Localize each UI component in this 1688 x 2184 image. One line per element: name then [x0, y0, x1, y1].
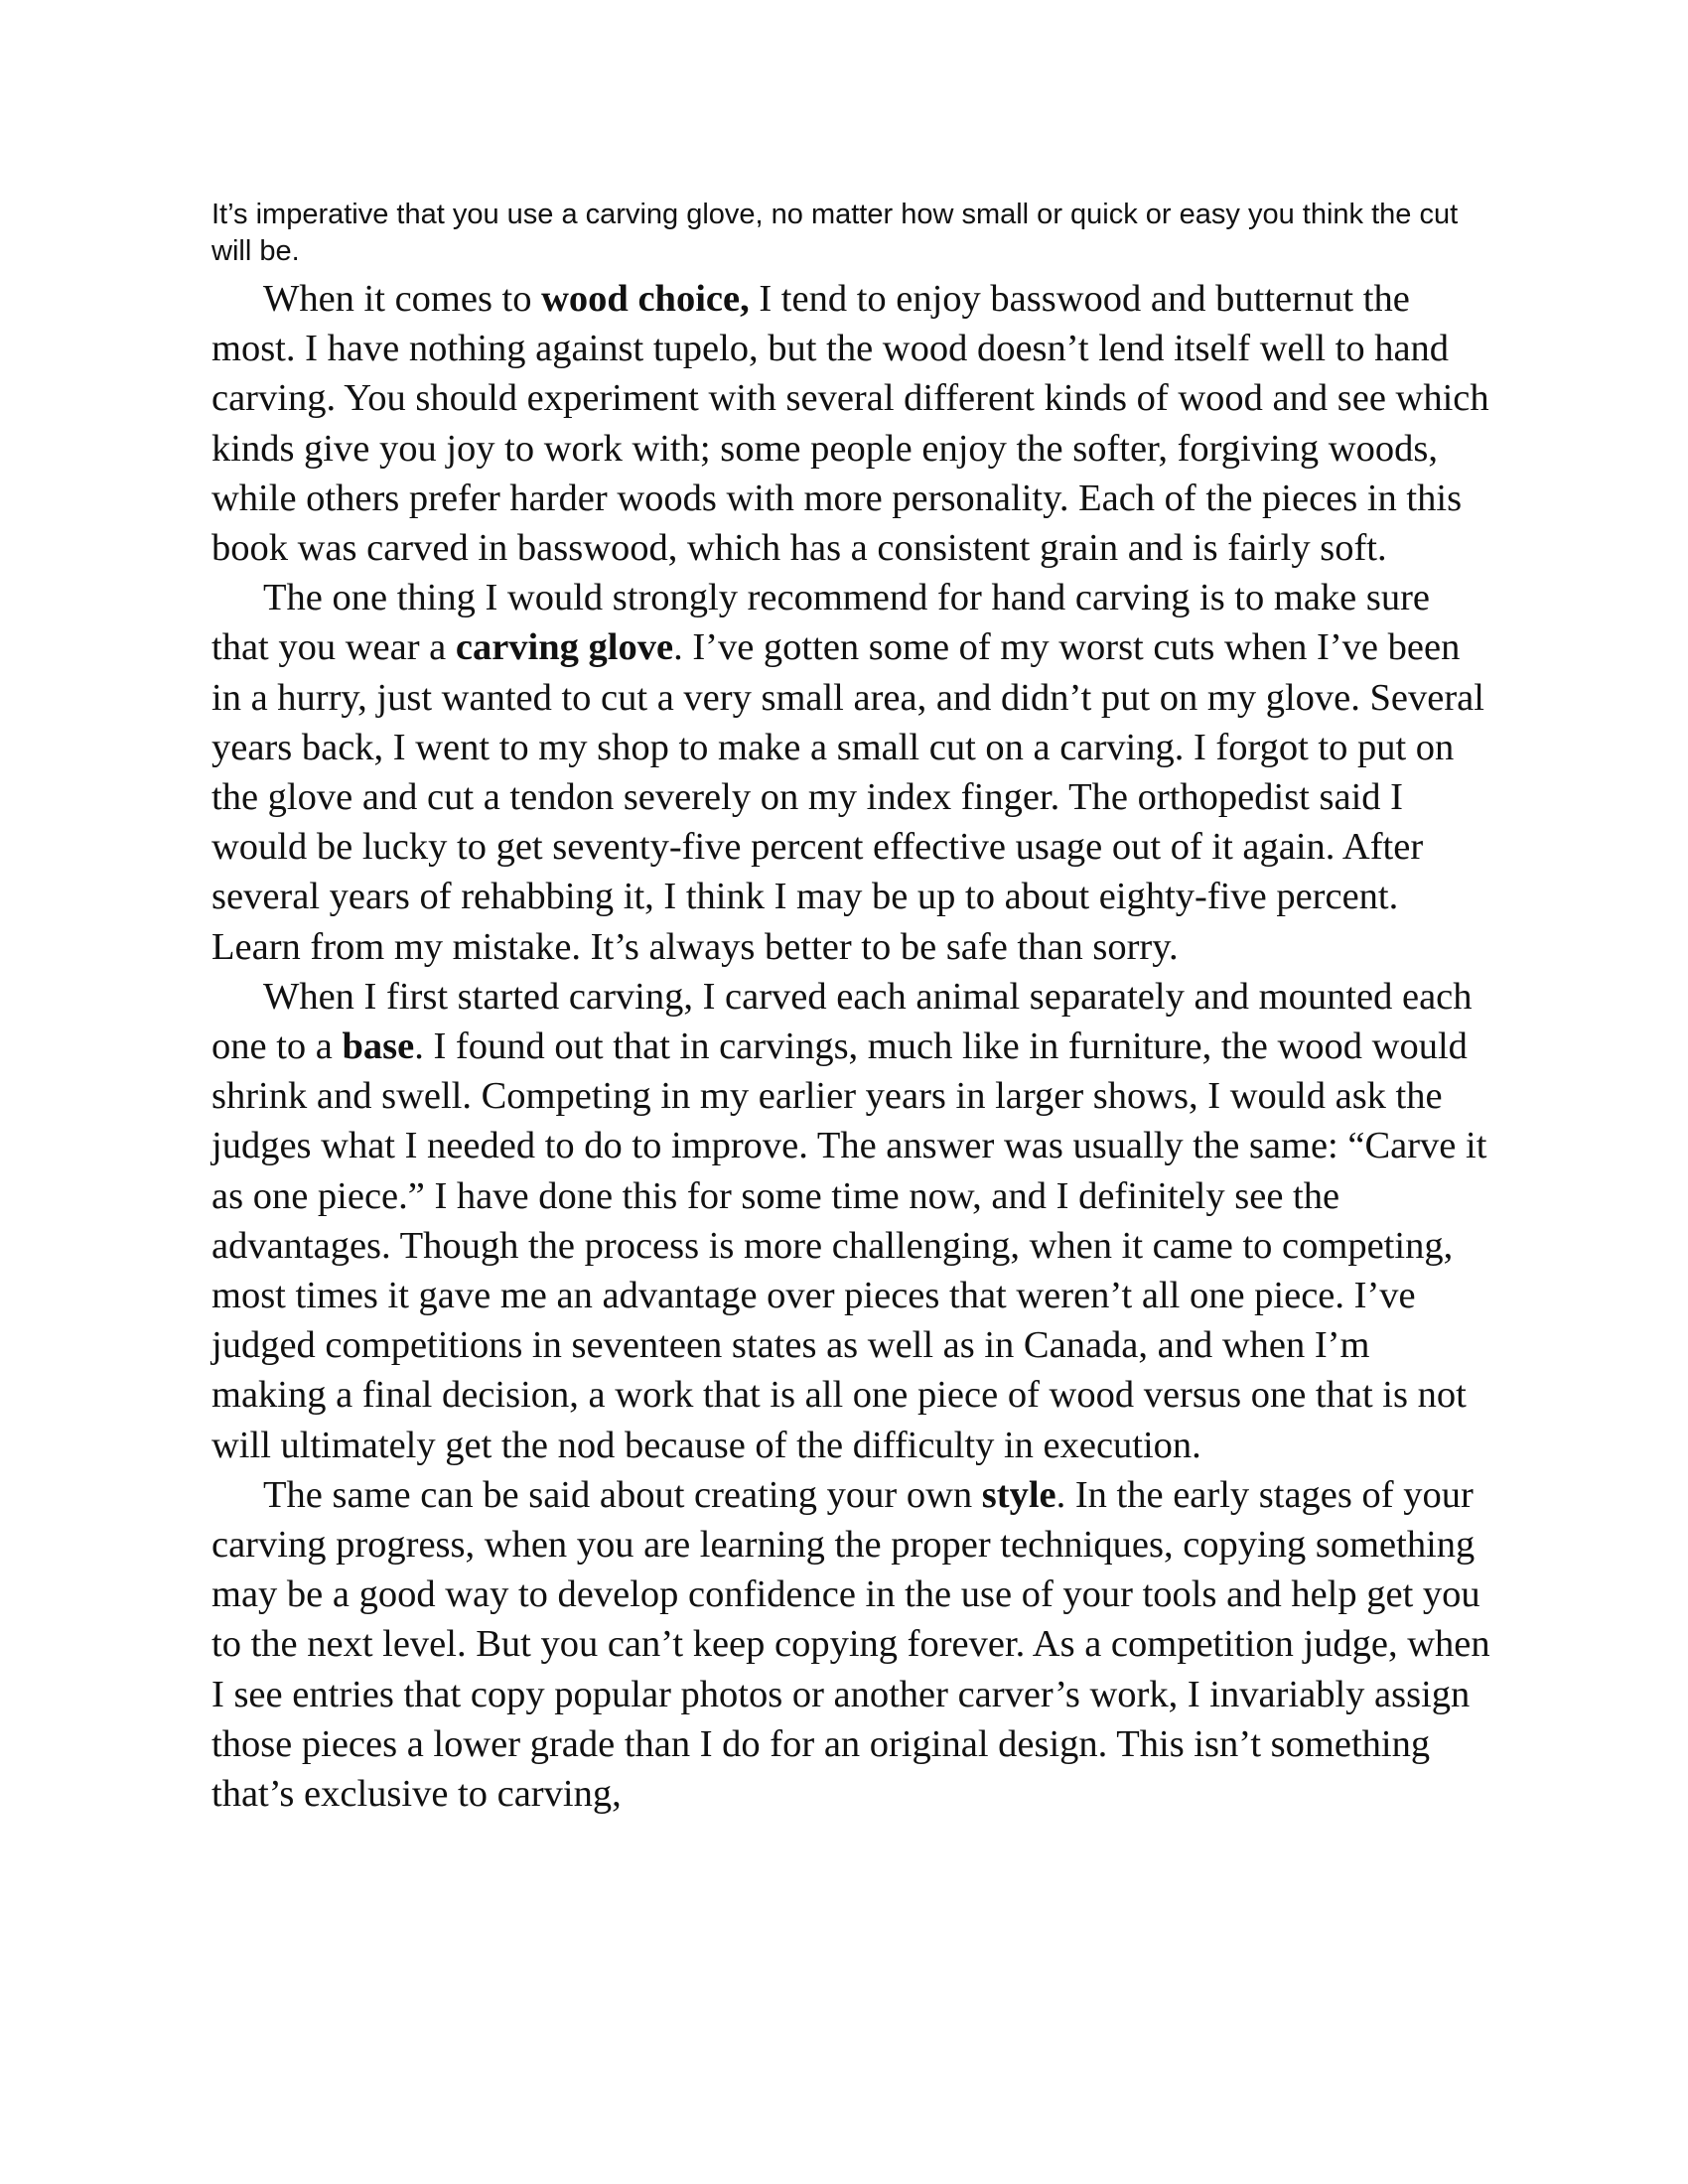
paragraph-text: I tend to enjoy basswood and butternut the most. I have nothing against tupelo, but the wood doesn’t lend itself well to hand carving. You should experiment with several different kinds of wood and see which kinds give you joy to work with; some people enjoy the softer, forgiving woods, while others prefer harder woods with more personality. Each of the pieces in this book was carved in basswood, which has a consistent grain and is fairly soft.	[211, 278, 1489, 570]
paragraph-text: . In the early stages of your carving progress, when you are learning the proper techniques, copying something may be a good way to develop confidence in the use of your tools and help get you to the next level. But you can’t keep copying forever. As a competition judge, when I see entries that copy popular photos or another carver’s work, I invariably assign those pieces a lower grade than I do for an original design. This isn’t something that’s exclusive to carving,	[211, 1473, 1490, 1816]
paragraph-text: When it comes to	[263, 278, 542, 320]
paragraph-style	[211, 1470, 1492, 1819]
paragraph-text: The same can be said about creating your own	[263, 1473, 982, 1516]
paragraph-text: The one thing I would strongly recommend for hand carving is to make sure that you wear a	[211, 577, 1431, 669]
photo-caption: It’s imperative that you use a carving glove, no matter how small or quick or easy you think the cut will be.	[211, 199, 1459, 267]
bold-term-base: base	[342, 1025, 415, 1068]
bold-term-carving-glove: carving glove	[455, 626, 674, 669]
paragraph-text: . I found out that in carvings, much like in furniture, the wood would shrink and swell. Competing in my earlier years in larger shows, I would ask the judges what I needed to do to improve. The answer was usually the same: “Carve it as one piece.” I have done this for some time now, and I definitely see the advantages. Though the process is more challenging, when it came to competing, most times it gave me an advantage over pieces that weren’t all one piece. I’ve judged competitions in seventeen states as well as in Canada, and when I’m making a final decision, a work that is all one piece of wood versus one that is not will ultimately get the nod because of the difficulty in execution.	[211, 1025, 1487, 1466]
bold-term-style: style	[981, 1473, 1056, 1516]
paragraph-wood-choice	[211, 274, 1492, 573]
paragraph-carving-glove	[211, 573, 1492, 972]
paragraph-text: . I’ve gotten some of my worst cuts when I’ve been in a hurry, just wanted to cut a very small area, and didn’t put on my glove. Several years back, I went to my shop to make a small cut on a carving. I forgot to put on the glove and cut a tendon severely on my index finger. The orthopedist said I would be lucky to get seventy-five percent effective usage out of it again. After several years of rehabbing it, I think I may be up to about eighty-five percent. Learn from my mistake. It’s always better to be safe than sorry.	[211, 626, 1484, 968]
book-page	[211, 197, 1492, 1819]
paragraph-text: When I first started carving, I carved each animal separately and mounted each one to a	[211, 975, 1473, 1068]
paragraph-base	[211, 972, 1492, 1470]
bold-term-wood-choice: wood choice,	[541, 278, 750, 320]
